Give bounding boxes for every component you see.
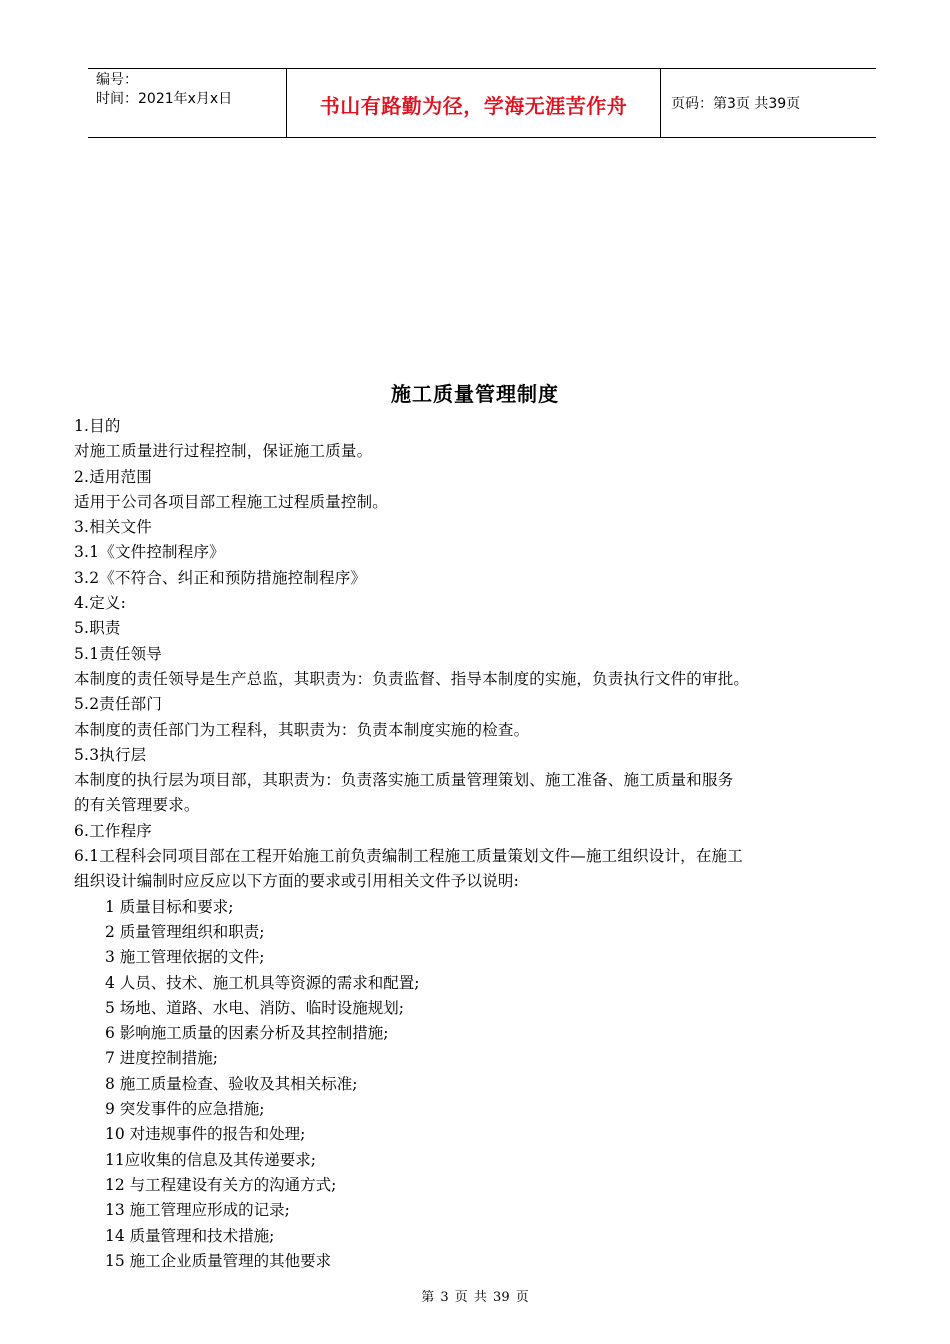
body-line: 2.适用范围 [74, 467, 152, 486]
list-item: 5 场地、道路、水电、消防、临时设施规划; [105, 998, 405, 1017]
list-item: 7 进度控制措施; [105, 1049, 219, 1068]
body-line: 3.1《文件控制程序》 [74, 543, 225, 562]
body-line: 1.目的 [74, 417, 121, 435]
list-item: 3 施工管理依据的文件; [105, 948, 265, 967]
body-line: 4.定义: [74, 594, 127, 613]
body-line: 本制度的责任部门为工程科，其职责为：负责本制度实施的检查。 [74, 720, 530, 739]
header-table [88, 68, 876, 138]
list-item: 9 突发事件的应急措施; [105, 1100, 265, 1119]
body-line: 本制度的责任领导是生产总监，其职责为：负责监督、指导本制度的实施，负责执行文件的审批。 [74, 669, 750, 688]
body-line: 6.1工程科会同项目部在工程开始施工前负责编制工程施工质量策划文件—施工组织设计，在施工 [74, 847, 743, 866]
list-item: 15 施工企业质量管理的其他要求 [105, 1251, 332, 1270]
body-line: 6.工作程序 [74, 821, 152, 840]
list-item: 12 与工程建设有关方的沟通方式; [105, 1175, 337, 1194]
body-line: 适用于公司各项目部工程施工过程质量控制。 [74, 492, 389, 511]
number-label: 编号： [96, 72, 138, 88]
page-footer: 第 3 页 共 39 页 [421, 1290, 529, 1305]
page-info-cell [661, 69, 876, 137]
document-title: 施工质量管理制度 [391, 382, 559, 406]
body-line: 组织设计编制时应反应以下方面的要求或引用相关文件予以说明: [74, 872, 520, 891]
list-item: 14 质量管理和技术措施; [105, 1226, 275, 1245]
body-line: 5.3执行层 [74, 745, 147, 764]
body-line: 对施工质量进行过程控制，保证施工质量。 [74, 442, 373, 461]
body-line: 的有关管理要求。 [74, 796, 200, 815]
body-line: 3.2《不符合、纠正和预防措施控制程序》 [74, 568, 367, 587]
list-item: 11应收集的信息及其传递要求; [105, 1150, 316, 1169]
document-body [74, 414, 892, 1274]
body-line: 5.职责 [74, 619, 121, 638]
body-line: 5.1责任领导 [74, 644, 163, 663]
header-meta-cell [88, 69, 287, 137]
body-line: 5.2责任部门 [74, 695, 163, 714]
motto-cell [287, 69, 661, 137]
list-item: 6 影响施工质量的因素分析及其控制措施; [105, 1024, 389, 1043]
list-item: 2 质量管理组织和职责; [105, 922, 265, 941]
body-line: 3.相关文件 [74, 518, 152, 537]
body-line: 本制度的执行层为项目部，其职责为：负责落实施工质量管理策划、施工准备、施工质量和服务 [74, 771, 734, 790]
list-item: 1 质量目标和要求; [105, 897, 234, 916]
list-item: 8 施工质量检查、验收及其相关标准; [105, 1074, 358, 1093]
motto-text: 书山有路勤为径，学海无涯苦作舟 [319, 93, 628, 118]
list-item: 10 对违规事件的报告和处理; [105, 1125, 306, 1144]
list-item: 4 人员、技术、施工机具等资源的需求和配置; [105, 973, 420, 992]
page-info-text: 页码：第3页 共39页 [671, 96, 801, 112]
time-label: 时间：2021年x月x日 [96, 91, 233, 107]
list-item: 13 施工管理应形成的记录; [105, 1201, 290, 1220]
